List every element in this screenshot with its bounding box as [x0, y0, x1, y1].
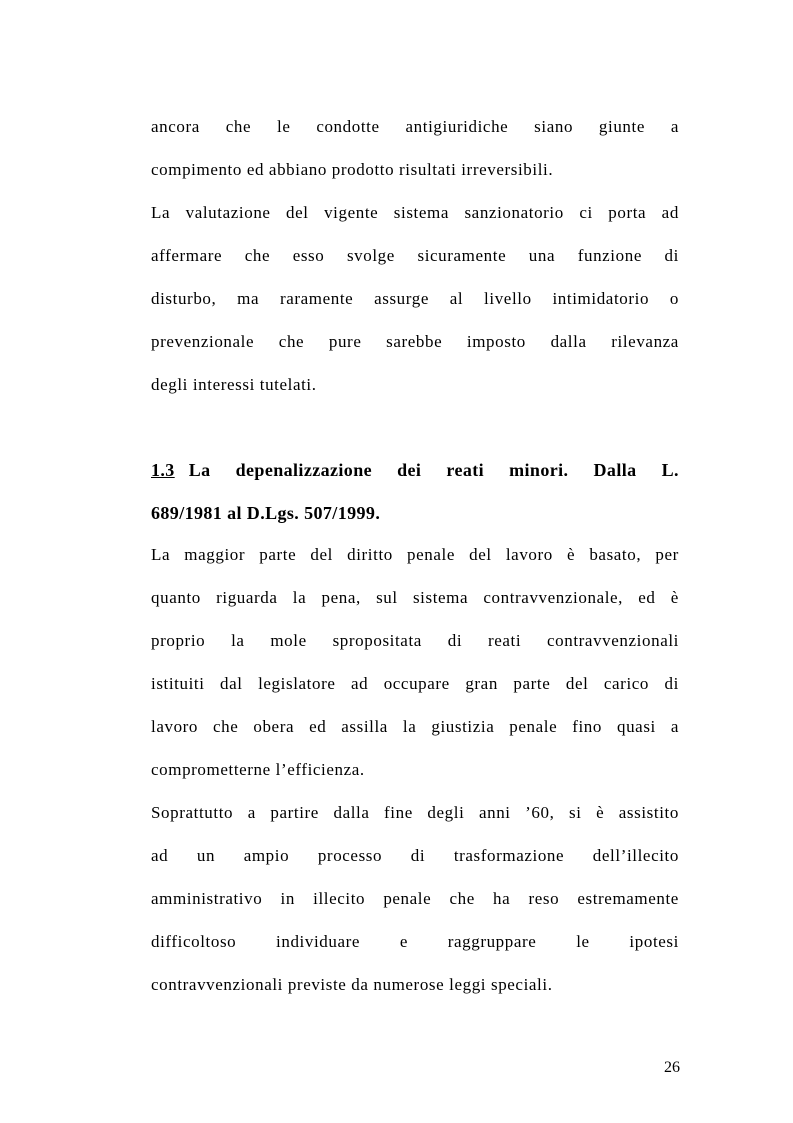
word: esso	[292, 246, 325, 265]
word: al	[449, 289, 464, 308]
word: funzione	[577, 246, 642, 265]
word: assistito	[618, 803, 679, 822]
word: a	[670, 717, 679, 736]
word: amministrativo	[151, 889, 263, 908]
word: quanto	[151, 588, 201, 607]
word: contravvenzionale,	[483, 588, 624, 607]
word: Dalla	[593, 460, 637, 480]
word: degli	[427, 803, 465, 822]
word: dalla	[333, 803, 370, 822]
word: ed	[638, 588, 656, 607]
word: raramente	[279, 289, 354, 308]
section-heading-words	[189, 460, 679, 480]
word: spropositata	[332, 631, 422, 650]
text-line	[151, 203, 679, 223]
word: mole	[270, 631, 307, 650]
word: prevenzionale	[151, 332, 255, 351]
word: anni	[478, 803, 511, 822]
text-line	[151, 932, 679, 952]
section-heading	[151, 460, 679, 480]
word: ad	[151, 846, 169, 865]
word: reati	[487, 631, 522, 650]
word: contravvenzionali	[547, 631, 679, 650]
text-line	[151, 332, 679, 352]
word: sistema	[393, 203, 449, 222]
word: difficoltoso	[151, 932, 237, 951]
text-line	[151, 289, 679, 309]
word: è	[670, 588, 679, 607]
word: giunte	[598, 117, 645, 136]
text-line	[151, 545, 679, 565]
word: lavoro	[505, 545, 553, 564]
word: che	[244, 246, 271, 265]
word: condotte	[316, 117, 380, 136]
text-line	[151, 803, 679, 823]
word: in	[280, 889, 295, 908]
word: livello	[484, 289, 532, 308]
word: Soprattutto	[151, 803, 234, 822]
word: è	[567, 545, 576, 564]
word: La	[151, 545, 171, 564]
word: vigente	[324, 203, 379, 222]
word: reati	[446, 460, 485, 480]
word: e	[399, 932, 408, 951]
word: obera	[253, 717, 295, 736]
word: ed	[309, 717, 327, 736]
word: minori.	[509, 460, 569, 480]
word: maggior	[184, 545, 246, 564]
word: ad	[661, 203, 679, 222]
word: estremamente	[577, 889, 679, 908]
word: ad	[350, 674, 369, 693]
word: ipotesi	[629, 932, 679, 951]
word: che	[225, 117, 252, 136]
word: ampio	[243, 846, 290, 865]
word: parte	[513, 674, 551, 693]
word: gran	[465, 674, 498, 693]
word: assilla	[341, 717, 388, 736]
word: sarebbe	[386, 332, 443, 351]
word: del	[565, 674, 589, 693]
word: sicuramente	[417, 246, 507, 265]
word: che	[278, 332, 305, 351]
word: giustizia	[431, 717, 495, 736]
word: L.	[661, 460, 679, 480]
word: assurge	[374, 289, 429, 308]
word: penale	[509, 717, 558, 736]
word: dell’illecito	[592, 846, 679, 865]
word: penale	[407, 545, 455, 564]
text-line	[151, 246, 679, 266]
section-heading-number: 1.3	[151, 460, 175, 480]
word: del	[310, 545, 333, 564]
word: dalla	[550, 332, 587, 351]
word: raggruppare	[447, 932, 537, 951]
text-line: compimento ed abbiano prodotto risultati irreversibili.	[151, 160, 554, 179]
word: ha	[493, 889, 511, 908]
word: sul	[376, 588, 398, 607]
word: è	[596, 803, 605, 822]
word: valutazione	[185, 203, 271, 222]
word: le	[576, 932, 590, 951]
word: svolge	[346, 246, 395, 265]
word: istituiti	[151, 674, 205, 693]
word: a	[670, 117, 679, 136]
word: fino	[572, 717, 603, 736]
word: occupare	[383, 674, 450, 693]
word: depenalizzazione	[235, 460, 372, 480]
word: di	[410, 846, 426, 865]
text-line: degli interessi tutelati.	[151, 375, 317, 394]
word: porta	[608, 203, 647, 222]
word: che	[449, 889, 475, 908]
word: imposto	[466, 332, 526, 351]
text-line	[151, 846, 679, 866]
word: sanzionatorio	[464, 203, 564, 222]
word: la	[292, 588, 307, 607]
word: di	[447, 631, 463, 650]
text-line: comprometterne l’efficienza.	[151, 760, 365, 779]
text-line	[151, 631, 679, 651]
word: carico	[603, 674, 650, 693]
word: ’60,	[525, 803, 555, 822]
text-line	[151, 588, 679, 608]
word: parte	[259, 545, 297, 564]
word: diritto	[347, 545, 393, 564]
word: dei	[397, 460, 422, 480]
word: proprio	[151, 631, 206, 650]
word: che	[212, 717, 239, 736]
word: le	[277, 117, 291, 136]
word: illecito	[313, 889, 366, 908]
word: fine	[384, 803, 413, 822]
word: del	[469, 545, 492, 564]
word: processo	[317, 846, 383, 865]
word: per	[655, 545, 679, 564]
section-heading-line-2: 689/1981 al D.Lgs. 507/1999.	[151, 503, 381, 523]
word: lavoro	[151, 717, 199, 736]
text-line	[151, 889, 679, 909]
word: individuare	[276, 932, 361, 951]
word: ancora	[151, 117, 200, 136]
word: disturbo,	[151, 289, 217, 308]
text-line	[151, 717, 679, 737]
word: ci	[579, 203, 593, 222]
word: basato,	[589, 545, 642, 564]
text-line	[151, 117, 679, 137]
word: una	[528, 246, 556, 265]
word: a	[247, 803, 256, 822]
word: penale	[383, 889, 432, 908]
word: riguarda	[216, 588, 278, 607]
word: pure	[328, 332, 362, 351]
word: del	[286, 203, 309, 222]
text-line: contravvenzionali previste da numerose leggi speciali.	[151, 975, 553, 994]
word: sistema	[412, 588, 469, 607]
word: o	[669, 289, 679, 308]
text-line	[151, 674, 679, 694]
word: La	[188, 460, 211, 480]
word: un	[196, 846, 216, 865]
page-number: 26	[664, 1059, 680, 1076]
word: di	[664, 246, 679, 265]
word: la	[231, 631, 245, 650]
word: intimidatorio	[552, 289, 650, 308]
word: rilevanza	[611, 332, 679, 351]
word: partire	[270, 803, 319, 822]
word: si	[569, 803, 582, 822]
word: antigiuridiche	[405, 117, 509, 136]
word: di	[664, 674, 679, 693]
word: ma	[237, 289, 260, 308]
word: quasi	[616, 717, 656, 736]
word: legislatore	[258, 674, 336, 693]
word: trasformazione	[453, 846, 565, 865]
word: reso	[528, 889, 560, 908]
word: La	[151, 203, 171, 222]
word: siano	[534, 117, 574, 136]
word: affermare	[151, 246, 223, 265]
word: pena,	[321, 588, 361, 607]
word: la	[402, 717, 417, 736]
word: dal	[220, 674, 243, 693]
